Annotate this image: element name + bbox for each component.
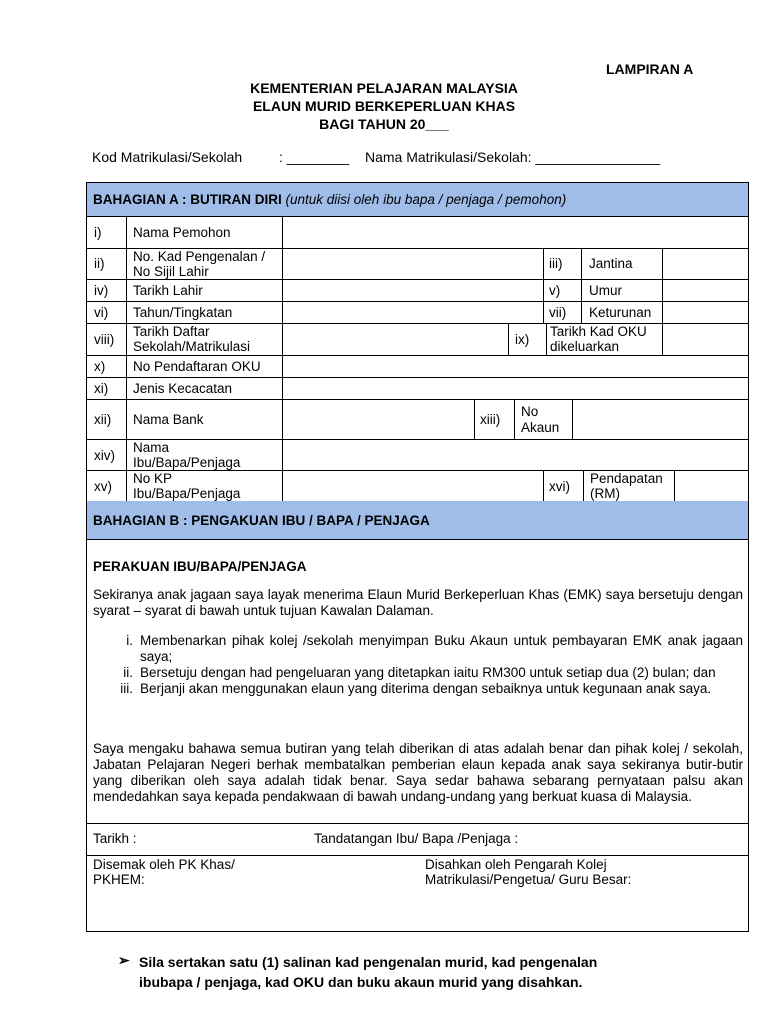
label-no-akaun-line2: Akaun xyxy=(521,420,560,435)
label-tarikh-daftar-line2: Sekolah/Matrikulasi xyxy=(133,339,251,354)
section-a-title: BAHAGIAN A : BUTIRAN DIRI xyxy=(93,192,282,207)
input-tandatangan[interactable] xyxy=(533,825,747,853)
row-num: vi) xyxy=(94,305,109,320)
disahkan-line2: Matrikulasi/Pengetua/ Guru Besar: xyxy=(425,872,632,887)
row-num: xv) xyxy=(94,479,112,494)
label-no-akaun-line1: No xyxy=(521,404,539,419)
kod-label: Kod Matrikulasi/Sekolah xyxy=(92,149,243,165)
row-num: ix) xyxy=(515,332,530,347)
label-jenis-kecacatan: Jenis Kecacatan xyxy=(133,381,233,396)
input-pendapatan[interactable] xyxy=(676,471,748,500)
input-tarikh-kad-oku[interactable] xyxy=(664,324,748,354)
input-tahun-tingkatan[interactable] xyxy=(284,302,542,322)
row-num: v) xyxy=(549,283,561,298)
row-num: x) xyxy=(94,359,106,374)
disemak-line1: Disemak oleh PK Khas/ xyxy=(93,857,235,872)
input-disemak-signature[interactable] xyxy=(93,889,413,929)
label-keturunan: Keturunan xyxy=(589,305,652,320)
condition-item: iii. Berjanji akan menggunakan elaun yang diterima dengan sebaiknya untuk kegunaan anak saya. xyxy=(120,681,712,696)
input-jantina[interactable] xyxy=(664,249,748,278)
nama-sekolah-field[interactable]: Nama Matrikulasi/Sekolah: ________________ xyxy=(365,149,660,165)
tandatangan-label: Tandatangan Ibu/ Bapa /Penjaga : xyxy=(314,831,519,846)
disahkan-line1: Disahkan oleh Pengarah Kolej xyxy=(425,857,607,872)
row-num: xii) xyxy=(94,412,112,427)
label-tarikh-daftar-line1: Tarikh Daftar xyxy=(133,324,210,339)
input-no-pendaftaran-oku[interactable] xyxy=(284,356,748,376)
kod-field[interactable]: : ________ xyxy=(279,149,350,165)
section-b-header: BAHAGIAN B : PENGAKUAN IBU / BAPA / PENJAGA xyxy=(87,501,748,540)
label-nama-ibu-line2: Ibu/Bapa/Penjaga xyxy=(133,455,241,470)
input-disahkan-signature[interactable] xyxy=(425,889,745,929)
row-num: iii) xyxy=(549,256,563,271)
label-pendapatan-line2: (RM) xyxy=(590,486,620,501)
row-num: viii) xyxy=(94,332,115,347)
label-no-kp-line2: No Sijil Lahir xyxy=(133,264,209,279)
row-num: xvi) xyxy=(549,479,570,494)
perakuan-title: PERAKUAN IBU/BAPA/PENJAGA xyxy=(93,559,307,574)
row-num: xiii) xyxy=(480,412,501,427)
label-jantina: Jantina xyxy=(589,256,633,271)
input-nama-pemohon[interactable] xyxy=(284,218,748,247)
condition-item: i. Membenarkan pihak kolej /sekolah menyimpan Buku Akaun untuk pembayaran EMK anak jagaan saya; xyxy=(126,633,743,664)
label-pendapatan-line1: Pendapatan xyxy=(590,471,663,486)
input-nama-ibu[interactable] xyxy=(284,440,748,469)
input-no-akaun[interactable] xyxy=(574,400,748,438)
section-a-header xyxy=(87,183,748,217)
input-no-kp-ibu[interactable] xyxy=(284,471,542,500)
row-num: i) xyxy=(94,225,102,240)
year-title: BAGI TAHUN 20___ xyxy=(319,116,449,132)
input-tarikh-lahir[interactable] xyxy=(284,280,542,300)
label-no-kp-line1: No. Kad Pengenalan / xyxy=(133,249,266,264)
label-tarikh-kad-oku-line2: dikeluarkan xyxy=(550,339,620,354)
label-no-kp-ibu-line2: Ibu/Bapa/Penjaga xyxy=(133,486,241,501)
declaration-paragraph: Saya mengaku bahawa semua butiran yang telah diberikan di atas adalah benar dan pihak kolej / sekolah, Jabatan Pelajaran Negeri berhak membatalkan pemberian elaun kepada anak saya sekiranya butir-butir yang diberikan oleh saya adalah tidak benar. Saya sedar bahawa sebarang pernyataan palsu akan mendedahkan saya kepada pendakwaan di bawah undang-undang yang berkuat kuasa di Malaysia. xyxy=(93,741,743,804)
disemak-line2: PKHEM: xyxy=(93,872,145,887)
form-container xyxy=(86,182,749,932)
condition-item: ii. Bersetuju dengan had pengeluaran yang ditetapkan iaitu RM300 untuk setiap dua (2) bulan; dan xyxy=(123,665,716,680)
label-nama-ibu-line1: Nama xyxy=(133,440,170,455)
tarikh-label: Tarikh : xyxy=(93,831,137,846)
input-no-kp[interactable] xyxy=(284,249,542,278)
row-num: xiv) xyxy=(94,448,115,463)
input-jenis-kecacatan[interactable] xyxy=(284,378,748,398)
input-tarikh[interactable] xyxy=(147,825,307,853)
label-no-pendaftaran-oku: No Pendaftaran OKU xyxy=(133,359,261,374)
label-nama-bank: Nama Bank xyxy=(133,412,204,427)
input-keturunan[interactable] xyxy=(664,302,748,322)
row-num: vii) xyxy=(549,305,567,320)
footer-note-line1: Sila sertakan satu (1) salinan kad pengenalan murid, kad pengenalan xyxy=(139,954,598,970)
input-tarikh-daftar[interactable] xyxy=(284,324,507,354)
conditions-list xyxy=(93,633,743,697)
input-nama-bank[interactable] xyxy=(284,400,473,438)
section-a-subtitle: (untuk diisi oleh ibu bapa / penjaga / pemohon) xyxy=(285,192,567,207)
row-num: xi) xyxy=(94,381,109,396)
row-num: ii) xyxy=(94,256,105,271)
footer-note-line2: ibubapa / penjaga, kad OKU dan buku akaun murid yang disahkan. xyxy=(139,974,583,990)
label-tarikh-lahir: Tarikh Lahir xyxy=(133,283,203,298)
label-nama-pemohon: Nama Pemohon xyxy=(133,225,231,240)
input-umur[interactable] xyxy=(664,280,748,300)
ministry-title: KEMENTERIAN PELAJARAN MALAYSIA xyxy=(250,80,518,96)
form-title: ELAUN MURID BERKEPERLUAN KHAS xyxy=(252,98,516,114)
label-no-kp-ibu-line1: No KP xyxy=(133,471,173,486)
intro-paragraph: Sekiranya anak jagaan saya layak menerima Elaun Murid Berkeperluan Khas (EMK) saya bersetuju dengan syarat – syarat di bawah untuk tujuan Kawalan Dalaman. xyxy=(93,587,743,618)
label-umur: Umur xyxy=(589,283,622,298)
label-tarikh-kad-oku-line1: Tarikh Kad OKU xyxy=(550,324,647,339)
row-num: iv) xyxy=(94,283,109,298)
bullet-arrow-icon: ➢ xyxy=(118,952,130,968)
lampiran-label: LAMPIRAN A xyxy=(606,61,694,77)
label-tahun-tingkatan: Tahun/Tingkatan xyxy=(133,305,233,320)
